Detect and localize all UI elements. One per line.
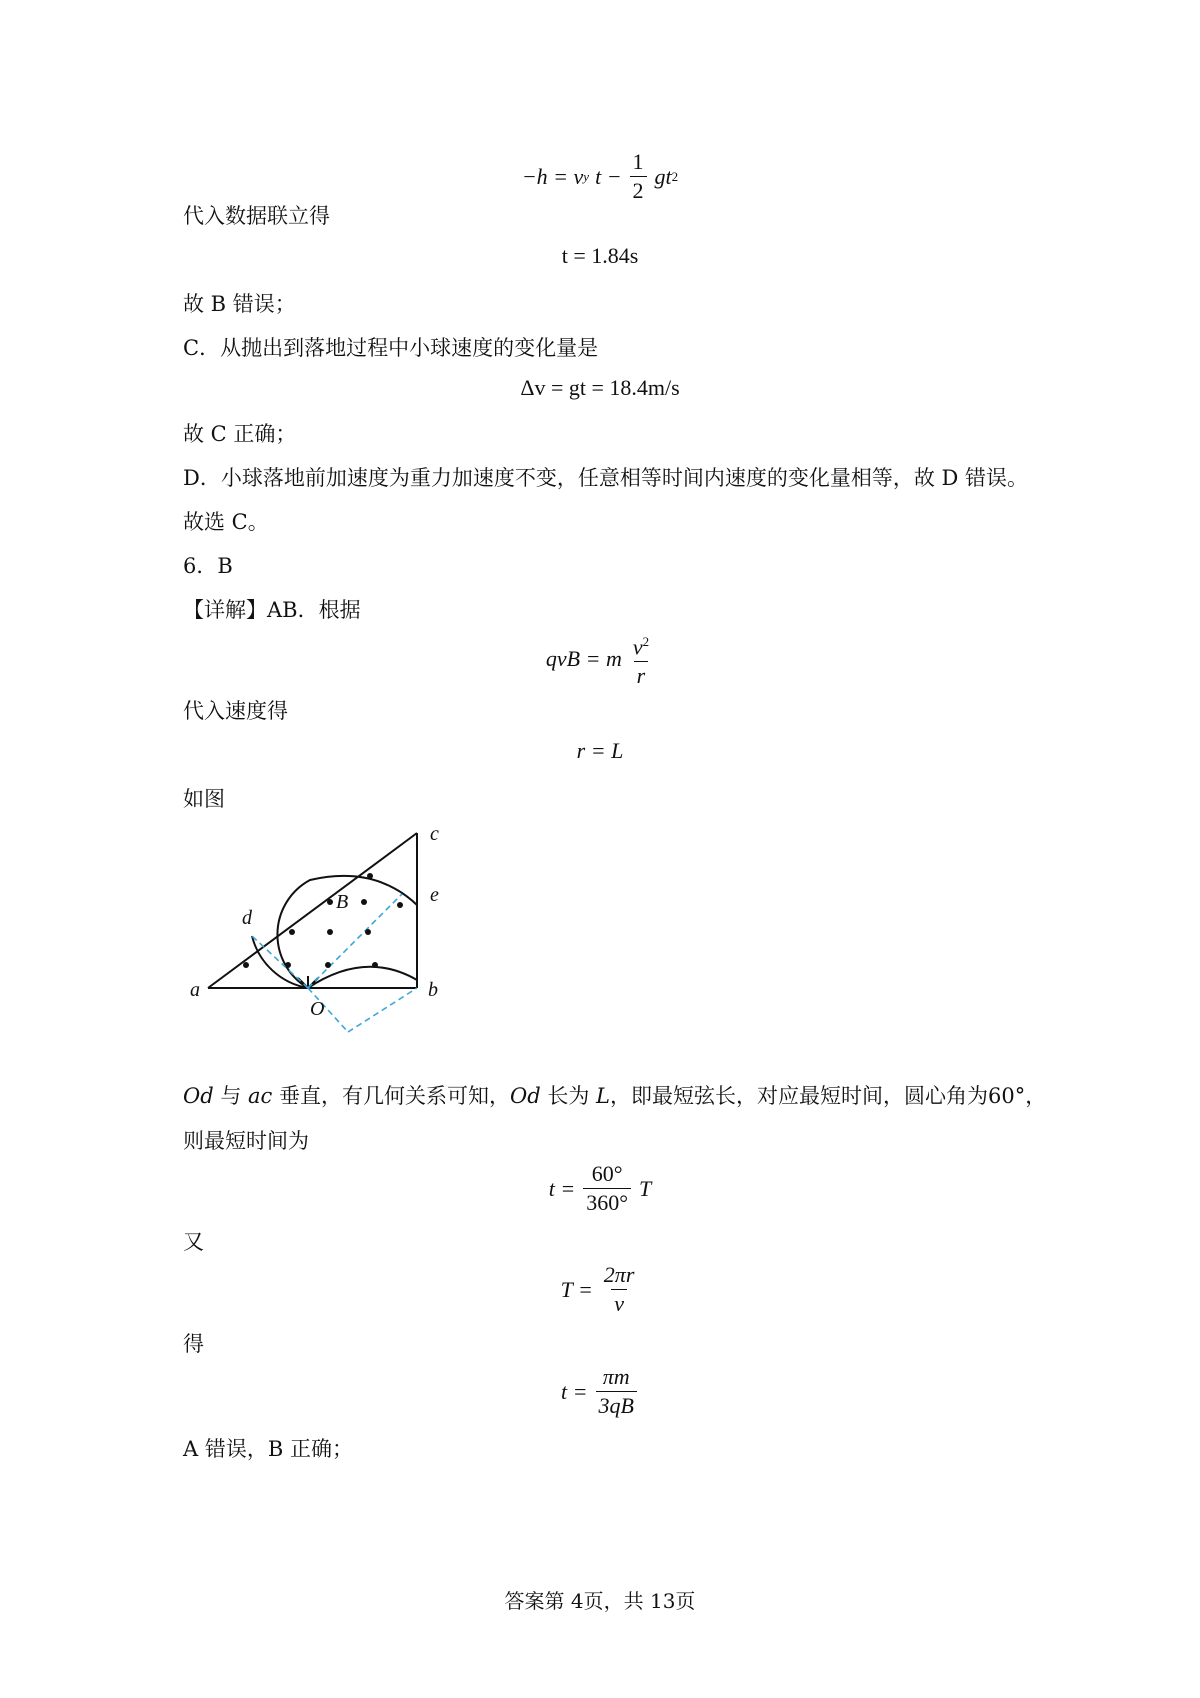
eq6-rhs: T bbox=[639, 1175, 652, 1201]
equation-lorentz bbox=[0, 630, 1200, 688]
eq1-denominator: 2 bbox=[630, 176, 647, 203]
eq5-expr: r = L bbox=[576, 738, 624, 763]
t11g: L bbox=[596, 1084, 610, 1108]
eq6-numerator: 60° bbox=[591, 1161, 623, 1186]
label-e: e bbox=[430, 884, 439, 906]
question-6-answer: 6．B bbox=[183, 554, 233, 578]
text-line-detail: 【详解】AB．根据 bbox=[183, 598, 361, 622]
equation-kinematics bbox=[0, 150, 1200, 203]
eq3-expr: Δv = gt = 18.4m/s bbox=[520, 375, 680, 400]
label-b: b bbox=[428, 979, 438, 1001]
label-d: d bbox=[242, 907, 252, 929]
eq6-denominator: 360° bbox=[583, 1188, 631, 1215]
eq6-lhs: t = bbox=[548, 1175, 576, 1201]
eq4-numerator: v bbox=[632, 634, 643, 660]
eq8-denominator: 3qB bbox=[596, 1391, 637, 1418]
eq7-numerator: 2πr bbox=[603, 1262, 635, 1287]
text-line-6: 故选 C。 bbox=[183, 510, 269, 534]
side-ac bbox=[208, 833, 417, 988]
text-line-5: D．小球落地前加速度为重力加速度不变，任意相等时间内速度的变化量相等，故 D 错误。 bbox=[183, 466, 1029, 490]
equation-min-time bbox=[0, 1162, 1200, 1215]
label-a: a bbox=[190, 979, 200, 1001]
label-c: c bbox=[430, 823, 439, 845]
eq1-sub: y bbox=[583, 168, 590, 184]
eq6-fraction bbox=[583, 1162, 631, 1215]
text-line-2: 故 B 错误； bbox=[183, 292, 296, 316]
label-B: B bbox=[336, 891, 349, 913]
dashed-o-to-e bbox=[308, 894, 402, 988]
t11f: 长为 bbox=[540, 1084, 597, 1108]
t11e: Od bbox=[510, 1084, 541, 1108]
equation-time bbox=[0, 243, 1200, 269]
page-footer: 答案第 4页，共 13页 bbox=[504, 1589, 696, 1613]
eq4-numsup: 2 bbox=[642, 634, 650, 649]
equation-result bbox=[0, 1365, 1200, 1418]
eq4-denominator: r bbox=[634, 661, 649, 688]
dashed-o-to-d bbox=[252, 936, 308, 988]
eq1-numerator: 1 bbox=[632, 149, 644, 174]
eq4-fraction bbox=[630, 630, 652, 688]
eq7-fraction bbox=[601, 1263, 638, 1316]
t11d: 垂直，有几何关系可知， bbox=[272, 1084, 510, 1108]
text-line-3: C．从抛出到落地过程中小球速度的变化量是 bbox=[183, 336, 599, 360]
eq8-numerator: πm bbox=[602, 1364, 630, 1389]
equation-period bbox=[0, 1263, 1200, 1316]
eq8-fraction bbox=[596, 1365, 637, 1418]
dashed-down-b bbox=[348, 988, 417, 1032]
eq8-lhs: t = bbox=[561, 1378, 588, 1404]
equation-radius bbox=[0, 738, 1200, 764]
eq1-lhs: −h = v bbox=[521, 163, 584, 189]
t11h: ，即最短弦长，对应最短时间，圆心角为60°， bbox=[609, 1084, 1047, 1108]
t11c: ac bbox=[248, 1084, 273, 1108]
eq2-expr: t = 1.84s bbox=[561, 243, 639, 268]
field-dots bbox=[243, 873, 403, 968]
t11a: Od bbox=[183, 1084, 214, 1108]
text-line-10: 如图 bbox=[183, 787, 225, 811]
t11b: 与 bbox=[213, 1084, 249, 1108]
eq1-mid: t − bbox=[595, 163, 622, 189]
text-line-1: 代入数据联立得 bbox=[183, 204, 330, 228]
label-O: O bbox=[310, 998, 325, 1020]
eq7-denominator: v bbox=[611, 1289, 627, 1316]
eq1-sup: 2 bbox=[671, 168, 679, 184]
text-line-4: 故 C 正确； bbox=[183, 422, 297, 446]
magnetic-field-diagram bbox=[180, 820, 450, 1060]
text-line-9: 代入速度得 bbox=[183, 699, 288, 723]
arc-small bbox=[308, 967, 417, 988]
text-line-14: 得 bbox=[183, 1332, 204, 1356]
eq1-fraction bbox=[630, 150, 647, 203]
text-line-13: 又 bbox=[183, 1230, 204, 1254]
text-line-15: A 错误，B 正确； bbox=[183, 1437, 353, 1461]
equation-delta-v bbox=[0, 375, 1200, 401]
text-line-11 bbox=[183, 1082, 1046, 1110]
text-line-12: 则最短时间为 bbox=[183, 1129, 309, 1153]
eq7-lhs: T = bbox=[560, 1276, 593, 1302]
eq1-rhs: gt bbox=[654, 163, 672, 189]
eq4-lhs: qvB = m bbox=[545, 646, 622, 672]
